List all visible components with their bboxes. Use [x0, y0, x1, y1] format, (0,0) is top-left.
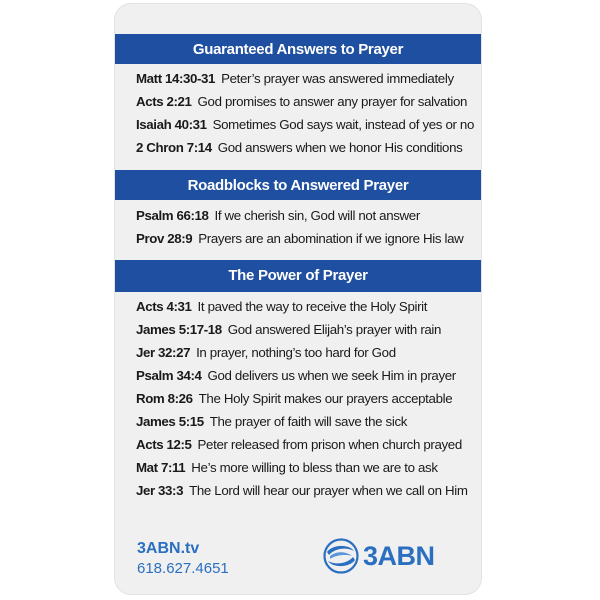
verse-ref: Isaiah 40:31	[136, 117, 207, 132]
verse-text: Peter released from prison when church prayed	[197, 437, 462, 452]
verse-text: God promises to answer any prayer for salvation	[197, 94, 468, 109]
globe-swirl-icon	[323, 538, 359, 574]
verse-list-roadblocks	[136, 204, 473, 250]
verse-ref: Jer 32:27	[136, 345, 191, 360]
section-title: Guaranteed Answers to Prayer	[192, 40, 404, 58]
section-header-roadblocks	[115, 170, 481, 200]
phone-number: 618.627.4651	[137, 560, 229, 577]
verse-text: In prayer, nothing’s too hard for God	[196, 345, 396, 360]
verse-text: God answers when we honor His conditions	[217, 140, 463, 155]
verse-text: God delivers us when we seek Him in prayer	[207, 368, 456, 383]
verse-text: If we cherish sin, God will not answer	[214, 208, 420, 223]
verse-ref: James 5:17-18	[136, 322, 222, 337]
verse-row	[136, 136, 473, 159]
section-divider	[115, 290, 481, 292]
verse-ref: Acts 4:31	[136, 299, 192, 314]
verse-text: God answered Elijah’s prayer with rain	[227, 322, 442, 337]
verse-row	[136, 67, 473, 90]
verse-text: It paved the way to receive the Holy Spirit	[197, 299, 428, 314]
logo-text: 3ABN	[363, 540, 435, 571]
verse-row	[136, 479, 473, 502]
verse-ref: Rom 8:26	[136, 391, 193, 406]
verse-list-power-of-prayer	[136, 295, 473, 502]
verse-text: The Holy Spirit makes our prayers acceptable	[198, 391, 453, 406]
brand-logo	[323, 536, 435, 576]
verse-row	[136, 433, 473, 456]
verse-row	[136, 113, 473, 136]
verse-ref: Mat 7:11	[136, 460, 186, 475]
website-link[interactable]: 3ABN.tv	[137, 540, 200, 557]
verse-row	[136, 387, 473, 410]
verse-text: The prayer of faith will save the sick	[209, 414, 408, 429]
verse-ref: Acts 12:5	[136, 437, 192, 452]
verse-ref: Psalm 34:4	[136, 368, 202, 383]
verse-ref: 2 Chron 7:14	[136, 140, 212, 155]
verse-list-guaranteed-answers	[136, 67, 473, 159]
verse-row	[136, 410, 473, 433]
verse-ref: Psalm 66:18	[136, 208, 209, 223]
verse-row	[136, 90, 473, 113]
verse-row	[136, 295, 473, 318]
prayer-card	[115, 4, 481, 594]
verse-text: The Lord will hear our prayer when we call on Him	[189, 483, 468, 498]
section-header-guaranteed-answers	[115, 34, 481, 64]
section-header-power-of-prayer	[115, 260, 481, 290]
verse-row	[136, 341, 473, 364]
verse-text: Peter’s prayer was answered immediately	[221, 71, 454, 86]
verse-ref: James 5:15	[136, 414, 204, 429]
verse-text: He’s more willing to bless than we are to ask	[191, 460, 438, 475]
verse-row	[136, 318, 473, 341]
section-title: The Power of Prayer	[228, 266, 368, 284]
verse-text: Prayers are an abomination if we ignore His law	[198, 231, 464, 246]
verse-row	[136, 227, 473, 250]
verse-ref: Acts 2:21	[136, 94, 192, 109]
verse-row	[136, 364, 473, 387]
verse-ref: Jer 33:3	[136, 483, 184, 498]
verse-row	[136, 204, 473, 227]
verse-row	[136, 456, 473, 479]
verse-text: Sometimes God says wait, instead of yes or no	[212, 117, 475, 132]
verse-ref: Prov 28:9	[136, 231, 193, 246]
section-title: Roadblocks to Answered Prayer	[187, 176, 409, 194]
verse-ref: Matt 14:30-31	[136, 71, 216, 86]
